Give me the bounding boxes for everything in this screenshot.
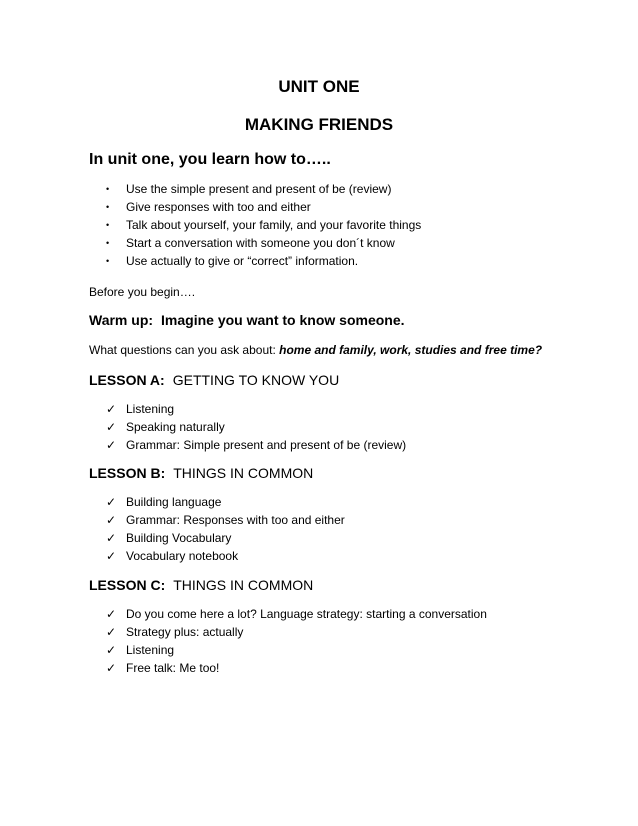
list-item: ✓ Vocabulary notebook — [106, 549, 239, 563]
lesson-title: THINGS IN COMMON — [173, 465, 314, 481]
question-prefix: What questions can you ask about: — [89, 343, 276, 357]
lesson-b-list — [106, 493, 345, 565]
page-title: MAKING FRIENDS — [244, 115, 394, 134]
check-icon: ✓ — [106, 643, 117, 657]
lesson-a-list — [106, 400, 406, 454]
lesson-title: GETTING TO KNOW YOU — [172, 372, 340, 388]
list-item: • Start a conversation with someone you don´t know — [106, 236, 395, 250]
intro-heading: In unit one, you learn how to….. — [89, 151, 331, 168]
lesson-label: LESSON B: — [89, 465, 166, 481]
warmup-question — [89, 343, 542, 357]
list-item: ✓ Building language — [106, 495, 222, 509]
check-icon: ✓ — [106, 625, 117, 639]
bullet-icon: • — [106, 202, 110, 212]
list-item: ✓ Strategy plus: actually — [106, 625, 244, 639]
check-icon: ✓ — [106, 549, 117, 563]
check-icon: ✓ — [106, 531, 117, 545]
list-item: ✓ Grammar: Simple present and present of be (review) — [106, 438, 407, 452]
lesson-c-heading — [89, 577, 313, 595]
lesson-c-list — [106, 605, 487, 677]
list-item: ✓ Grammar: Responses with too and either — [106, 513, 345, 527]
bullet-icon: • — [106, 220, 110, 230]
bullet-icon: • — [106, 238, 110, 248]
list-item: • Talk about yourself, your family, and your favorite things — [106, 218, 422, 232]
list-item: • Use actually to give or “correct” information. — [106, 254, 359, 268]
list-item: ✓ Speaking naturally — [106, 420, 225, 434]
check-icon: ✓ — [106, 661, 117, 675]
lesson-label: LESSON A: — [89, 372, 165, 388]
list-item: • Give responses with too and either — [106, 200, 311, 214]
list-item: ✓ Free talk: Me too! — [106, 661, 220, 675]
list-item: • Use the simple present and present of be (review) — [106, 182, 392, 196]
intro-bullet-list — [106, 180, 421, 270]
before-text: Before you begin…. — [89, 285, 196, 299]
list-item: ✓ Building Vocabulary — [106, 531, 232, 545]
list-item: ✓ Listening — [106, 643, 175, 657]
check-icon: ✓ — [106, 438, 117, 452]
warmup-heading — [89, 312, 405, 330]
bullet-icon: • — [106, 184, 110, 194]
check-icon: ✓ — [106, 402, 117, 416]
bullet-icon: • — [106, 256, 110, 266]
lesson-b-heading — [89, 465, 313, 483]
lesson-title: THINGS IN COMMON — [173, 577, 314, 593]
list-item: ✓ Do you come here a lot? Language strategy: starting a conversation — [106, 607, 487, 621]
check-icon: ✓ — [106, 420, 117, 434]
lesson-label: LESSON C: — [89, 577, 166, 593]
check-icon: ✓ — [106, 495, 117, 509]
warmup-label: Warm up: — [89, 312, 154, 328]
check-icon: ✓ — [106, 607, 117, 621]
question-topics: home and family, work, studies and free time? — [279, 343, 543, 357]
unit-heading: UNIT ONE — [278, 77, 360, 96]
warmup-text: Imagine you want to know someone. — [161, 312, 405, 328]
list-item: ✓ Listening — [106, 402, 175, 416]
lesson-a-heading — [89, 372, 339, 390]
check-icon: ✓ — [106, 513, 117, 527]
